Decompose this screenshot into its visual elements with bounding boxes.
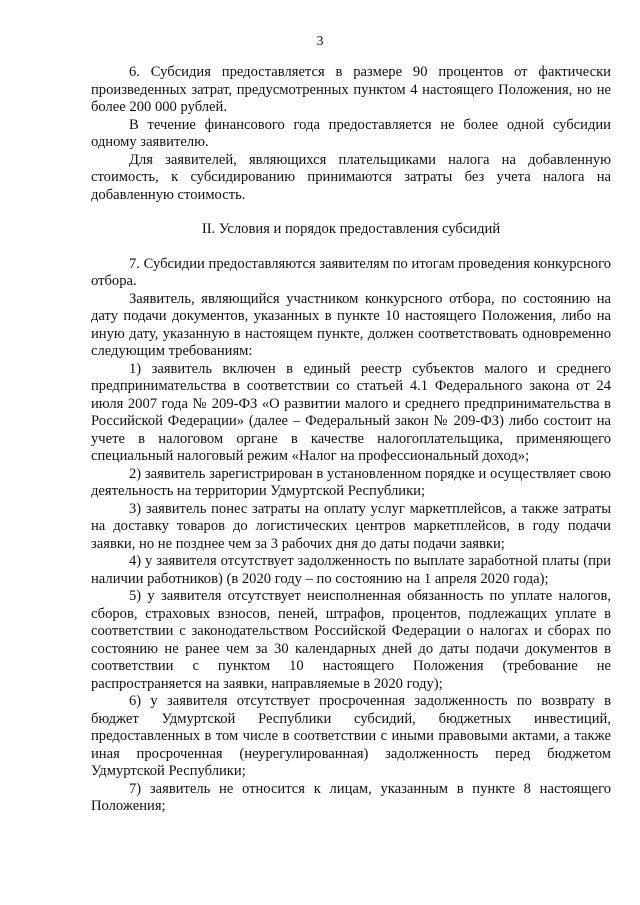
requirement-2: 2) заявитель зарегистрирован в установленном порядке и осуществляет свою деятельность на территории Удмуртской Республики; <box>91 465 611 499</box>
document-body <box>91 64 611 816</box>
requirement-5: 5) у заявителя отсутствует неисполненная обязанность по уплате налогов, сборов, страховых взносов, пеней, штрафов, процентов, подлежащих уплате в соответствии с законодательством Российской Федерации о налогах и сборах по состоянию не ранее чем за 30 календарных дней до даты подачи документов в соответствии с пунктом 10 настоящего Положения (требование не распространяется на заявки, направляемые в 2020 году); <box>91 588 611 692</box>
requirement-4: 4) у заявителя отсутствует задолженность по выплате заработной платы (при наличии работников) (в 2020 году – по состоянию на 1 апреля 2020 года); <box>91 553 611 587</box>
paragraph-7-competitive-selection: 7. Субсидии предоставляются заявителям по итогам проведения конкурсного отбора. <box>91 255 611 289</box>
requirement-7: 7) заявитель не относится к лицам, указанным в пункте 8 настоящего Положения; <box>91 780 611 814</box>
paragraph-one-subsidy-per-year: В течение финансового года предоставляется не более одной субсидии одному заявителю. <box>91 116 611 150</box>
requirement-3: 3) заявитель понес затраты на оплату услуг маркетплейсов, а также затраты на доставку товаров до логистических центров маркетплейсов, в году подачи заявки, но не позднее чем за 3 рабочих дня до даты подачи заявки; <box>91 500 611 552</box>
requirement-1: 1) заявитель включен в единый реестр субъектов малого и среднего предпринимательства в соответствии со статьей 4.1 Федерального закона от 24 июля 2007 года № 209-ФЗ «О развитии малого и среднего предпринимательства в Российской Федерации» (далее – Федеральный закон № 209-ФЗ) либо состоит на учете в налоговом органе в качестве налогоплательщика, применяющего специальный налоговый режим «Налог на профессиональный доход»; <box>91 360 611 464</box>
section-heading: II. Условия и порядок предоставления субсидий <box>201 221 501 237</box>
paragraph-vat-payers: Для заявителей, являющихся плательщиками налога на добавленную стоимость, к субсидированию принимаются затраты без учета налога на добавленную стоимость. <box>91 151 611 203</box>
paragraph-applicant-requirements-intro: Заявитель, являющийся участником конкурсного отбора, по состоянию на дату подачи документов, указанных в пункте 10 настоящего Положения, либо на иную дату, указанную в настоящем пункте, должен соответствовать одновременно следующим требованиям: <box>91 290 611 359</box>
paragraph-6-subsidy-amount: 6. Субсидия предоставляется в размере 90 процентов от фактически произведенных затрат, предусмотренных пунктом 4 настоящего Положения, но не более 200 000 рублей. <box>91 64 611 115</box>
page-number: 3 <box>316 34 324 49</box>
requirement-6: 6) у заявителя отсутствует просроченная задолженность по возврату в бюджет Удмуртской Республики субсидий, бюджетных инвестиций, предоставленных в том числе в соответствии с иными правовыми актами, а также иная просроченная (неурегулированная) задолженность перед бюджетом Удмуртской Республики; <box>91 693 611 779</box>
